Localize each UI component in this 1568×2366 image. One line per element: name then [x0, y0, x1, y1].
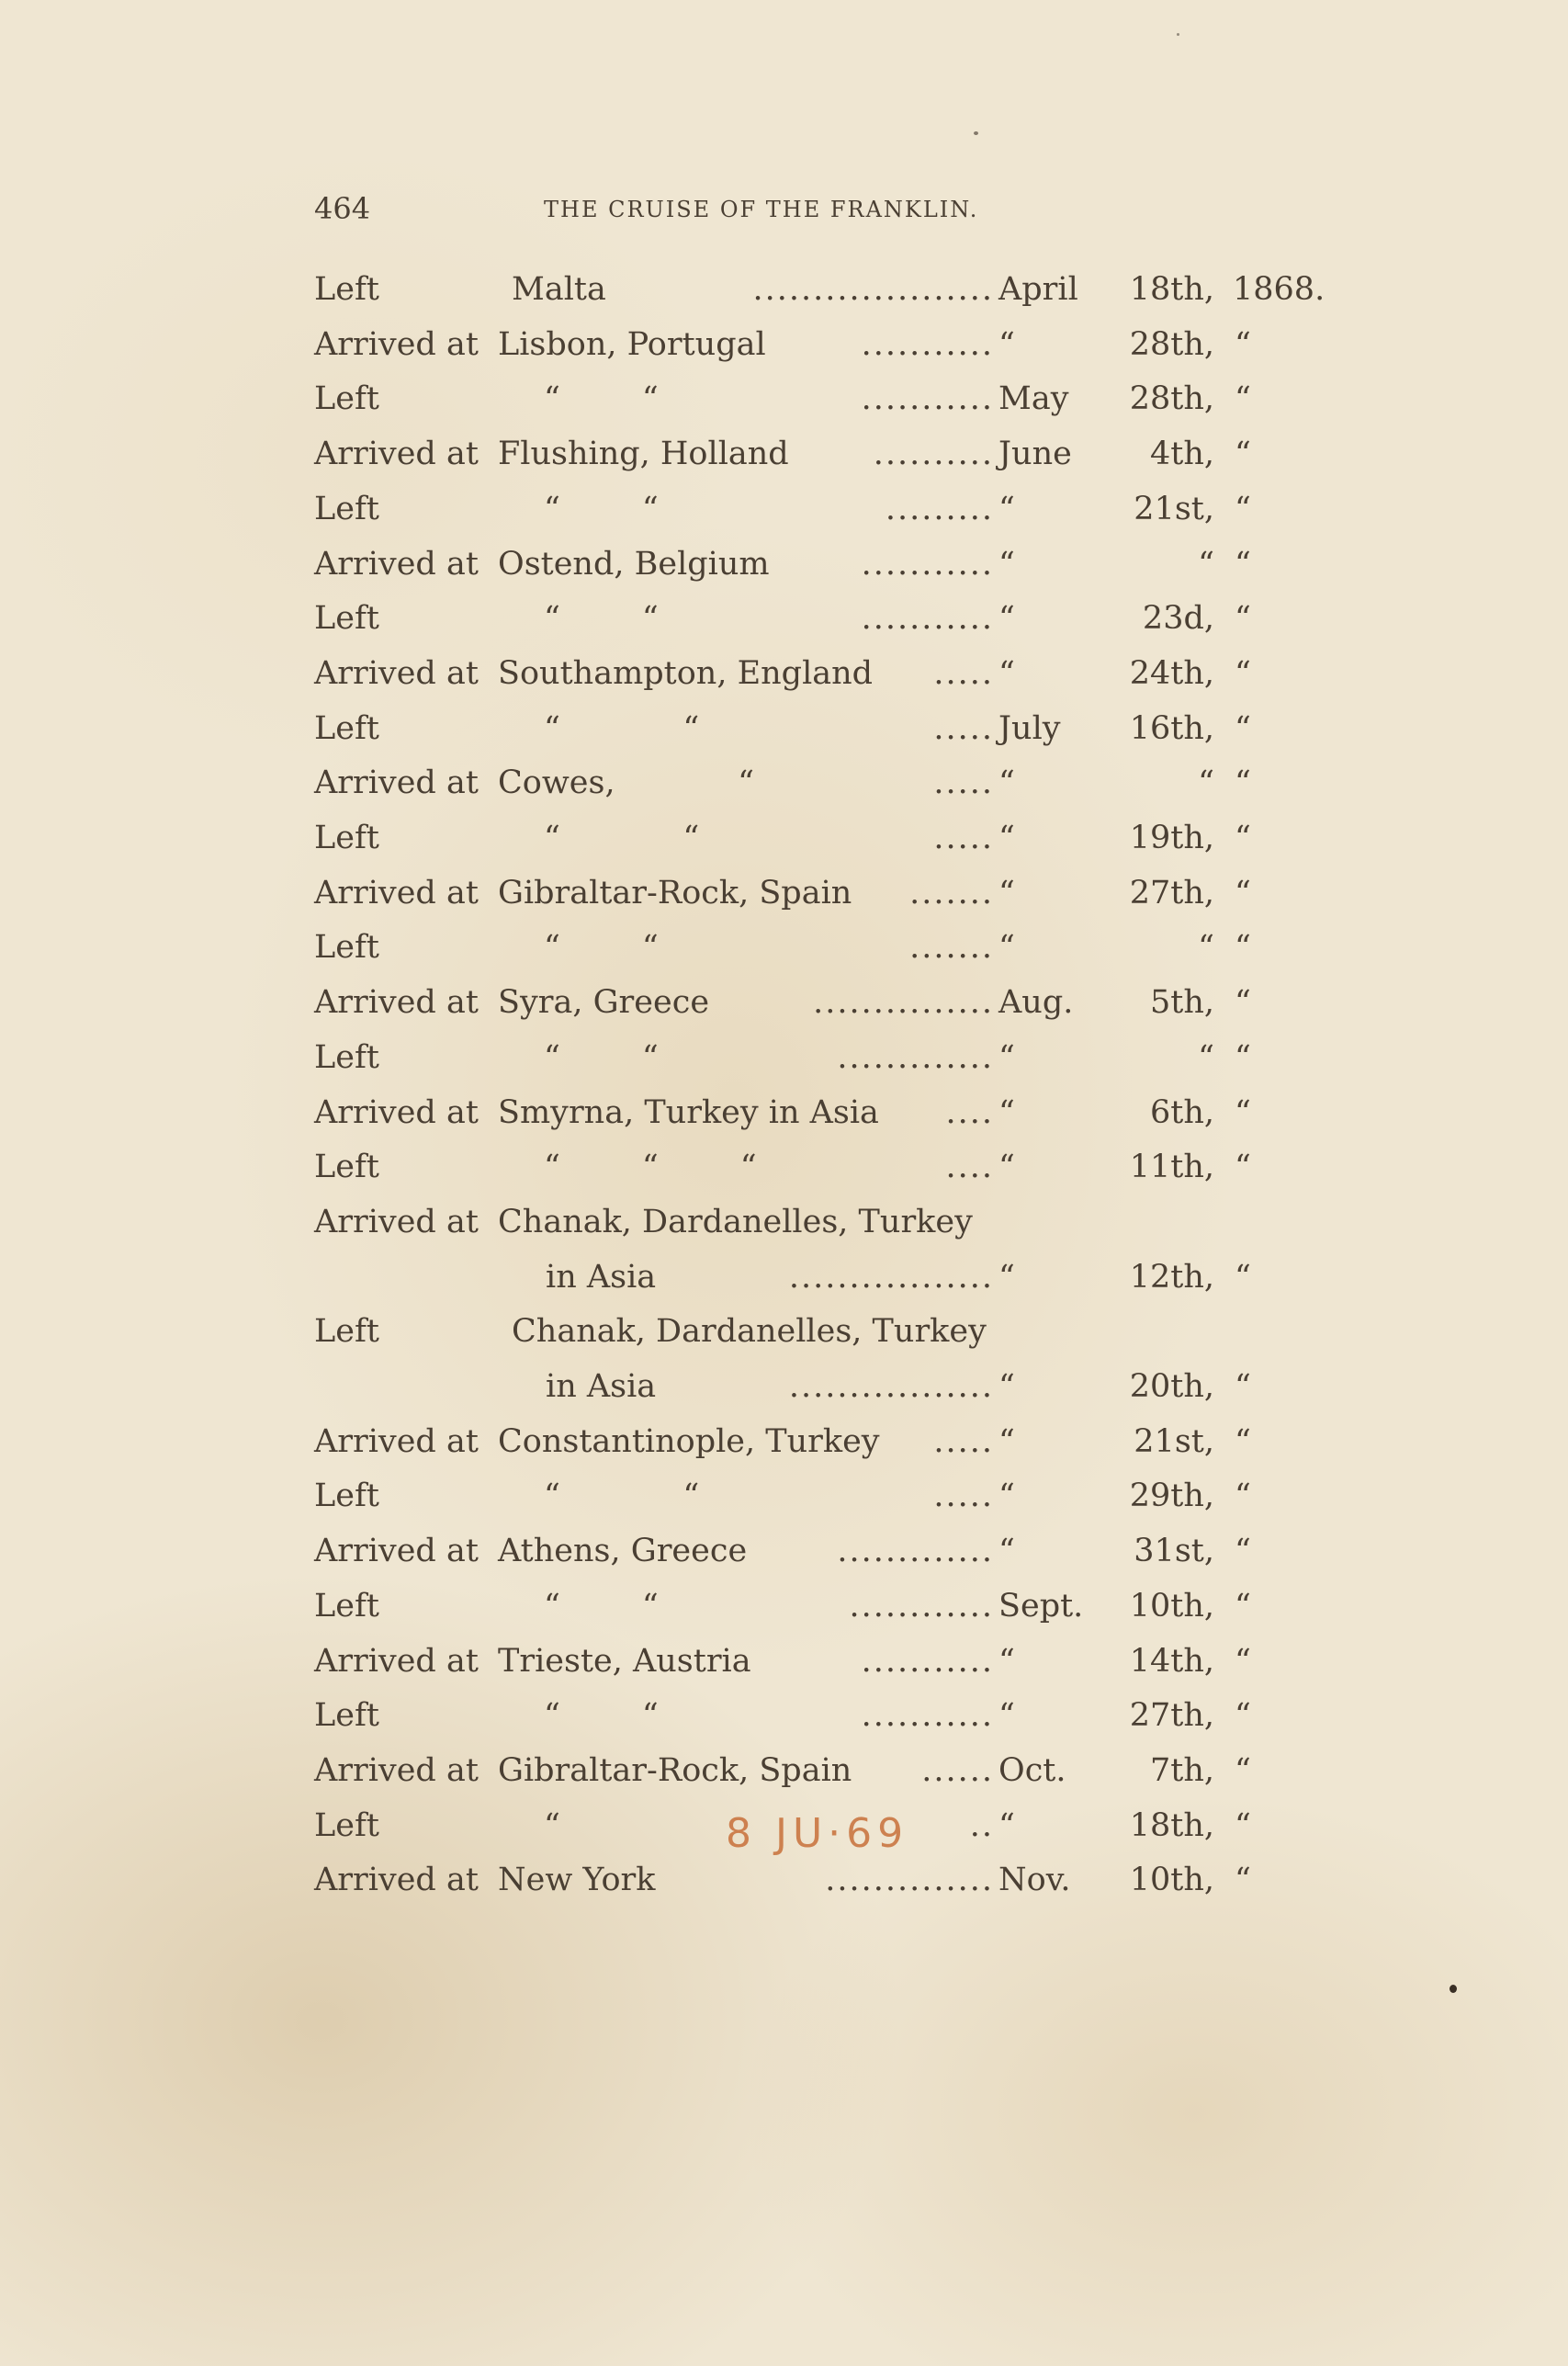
row-day: 18th,: [1129, 1806, 1214, 1844]
row-month: “: [998, 820, 1015, 856]
dot-leader: ...........: [861, 380, 994, 418]
row-day: 11th,: [1129, 1149, 1214, 1186]
row-month: Aug.: [998, 984, 1074, 1022]
row-place: “ “: [544, 600, 659, 638]
itinerary-row: [314, 1748, 1315, 1794]
row-day: 19th,: [1129, 820, 1214, 856]
row-place: Gibraltar-Rock, Spain: [498, 874, 852, 911]
row-day: 29th,: [1129, 1477, 1214, 1515]
row-day: 10th,: [1129, 1862, 1214, 1899]
dot-leader: ...........: [861, 1697, 994, 1735]
row-month: “: [998, 1149, 1015, 1186]
row-action: Arrived at: [314, 874, 479, 911]
row-action: Left: [314, 1806, 379, 1844]
itinerary-row: [314, 760, 1315, 806]
row-place: Smyrna, Turkey in Asia: [498, 1093, 879, 1131]
row-month: “: [998, 1093, 1015, 1131]
row-month: “: [998, 1422, 1015, 1460]
itinerary-row: [314, 376, 1315, 422]
row-place: “ “: [544, 709, 700, 747]
row-place: “ “: [544, 380, 659, 418]
row-place: Chanak, Dardanelles, Turkey: [498, 1203, 973, 1240]
row-action: Left: [314, 380, 379, 418]
row-year: “: [1235, 490, 1251, 527]
row-day: 27th,: [1129, 1697, 1214, 1735]
row-year: “: [1235, 1093, 1251, 1131]
row-place: Malta: [512, 271, 606, 308]
dot-leader: ...........: [861, 1642, 994, 1680]
row-place: Chanak, Dardanelles, Turkey: [512, 1313, 987, 1351]
dot-leader: ...........: [861, 600, 994, 638]
row-place: Syra, Greece: [498, 984, 710, 1022]
row-place: Flushing, Holland: [498, 436, 789, 473]
dot-leader: ....: [945, 1149, 994, 1186]
row-year: “: [1235, 820, 1251, 856]
page-header: [314, 191, 1288, 237]
row-year: “: [1235, 380, 1251, 418]
paper-speck: [1177, 33, 1179, 36]
row-month: “: [998, 1697, 1015, 1735]
itinerary-row: [314, 1528, 1315, 1574]
row-month: April: [998, 271, 1078, 308]
row-day: 23d,: [1142, 600, 1214, 638]
row-year: “: [1235, 1587, 1251, 1625]
row-day: 12th,: [1129, 1258, 1214, 1296]
row-month: July: [998, 709, 1061, 747]
dot-leader: .......: [909, 929, 994, 967]
row-place: “ “: [544, 1697, 659, 1735]
dot-leader: .....: [933, 709, 994, 747]
row-day: “: [1198, 929, 1214, 967]
dot-leader: .....: [933, 1422, 994, 1460]
itinerary-row: [314, 651, 1315, 696]
itinerary-row: [314, 870, 1315, 916]
row-year: “: [1235, 984, 1251, 1022]
row-action: Left: [314, 1477, 379, 1515]
row-day: 10th,: [1129, 1587, 1214, 1625]
itinerary-row: [314, 924, 1315, 970]
dot-leader: .................: [788, 1368, 994, 1405]
row-year: “: [1235, 1149, 1251, 1186]
row-day: 24th,: [1129, 654, 1214, 692]
row-place: Southampton, England: [498, 654, 874, 692]
page-number: 464: [314, 191, 371, 226]
dot-leader: ..: [969, 1806, 994, 1844]
row-year: “: [1235, 436, 1251, 473]
dot-leader: .........: [885, 490, 994, 527]
row-action: Arrived at: [314, 654, 479, 692]
row-day: 6th,: [1150, 1093, 1214, 1131]
row-day: 20th,: [1129, 1368, 1214, 1405]
row-place: Gibraltar-Rock, Spain: [498, 1751, 852, 1789]
dot-leader: ..........: [873, 436, 994, 473]
row-action: Arrived at: [314, 1533, 479, 1570]
row-action: Left: [314, 1313, 379, 1351]
dot-leader: .....: [933, 820, 994, 856]
row-month: Nov.: [998, 1862, 1071, 1899]
row-year: “: [1235, 600, 1251, 638]
itinerary-row: [314, 431, 1315, 477]
row-month: “: [998, 1477, 1015, 1515]
dot-leader: ....................: [752, 271, 994, 308]
row-place: Lisbon, Portugal: [498, 325, 766, 363]
itinerary-row: [314, 1692, 1315, 1738]
running-title: THE CRUISE OF THE FRANKLIN.: [544, 197, 979, 222]
row-place: “ “: [544, 490, 659, 527]
row-month: “: [998, 654, 1015, 692]
row-action: Arrived at: [314, 764, 479, 802]
itinerary-row: [314, 541, 1315, 587]
row-action: Arrived at: [314, 1093, 479, 1131]
itinerary-row: [314, 1144, 1315, 1190]
row-day: 7th,: [1150, 1751, 1214, 1789]
row-action: Arrived at: [314, 436, 479, 473]
row-day: 28th,: [1129, 325, 1214, 363]
row-place: Athens, Greece: [498, 1533, 748, 1570]
row-action: Left: [314, 709, 379, 747]
row-year: “: [1235, 654, 1251, 692]
row-month: May: [998, 380, 1069, 418]
row-place: New York: [498, 1862, 656, 1899]
itinerary-row: [314, 979, 1315, 1025]
row-place: “ “: [544, 929, 659, 967]
row-year: “: [1235, 709, 1251, 747]
row-month: “: [998, 929, 1015, 967]
row-month: “: [998, 1642, 1015, 1680]
row-place: “ “ “: [544, 1149, 757, 1186]
itinerary-row: [314, 1364, 1315, 1409]
itinerary-row: [314, 1254, 1315, 1300]
row-action: Arrived at: [314, 1862, 479, 1899]
row-place: Cowes, “: [498, 764, 755, 802]
row-place: “ “: [544, 1587, 659, 1625]
itinerary-row: [314, 266, 1325, 312]
row-place: in Asia: [546, 1368, 657, 1405]
row-month: “: [998, 1258, 1015, 1296]
row-year: “: [1235, 1477, 1251, 1515]
row-action: Left: [314, 820, 379, 856]
row-year: “: [1235, 1751, 1251, 1789]
row-place: Ostend, Belgium: [498, 545, 770, 583]
dot-leader: ...........: [861, 545, 994, 583]
row-action: Left: [314, 600, 379, 638]
itinerary-row: [314, 1035, 1315, 1081]
dot-leader: .....: [933, 764, 994, 802]
row-day: 31st,: [1134, 1533, 1214, 1570]
row-day: 27th,: [1129, 874, 1214, 911]
row-year: “: [1235, 929, 1251, 967]
row-month: “: [998, 1368, 1015, 1405]
date-stamp: 8 JU·69: [726, 1810, 909, 1857]
row-month: “: [998, 1533, 1015, 1570]
itinerary-row: [314, 1199, 1315, 1245]
paper-speck: [974, 131, 978, 135]
row-action: Arrived at: [314, 545, 479, 583]
itinerary-row: [314, 1308, 1315, 1354]
itinerary-row: [314, 1090, 1315, 1136]
row-action: Left: [314, 271, 379, 308]
row-action: Arrived at: [314, 1422, 479, 1460]
row-place: Constantinople, Turkey: [498, 1422, 880, 1460]
row-year: “: [1235, 1368, 1251, 1405]
row-month: “: [998, 874, 1015, 911]
row-action: Arrived at: [314, 1203, 479, 1240]
dot-leader: ....: [945, 1093, 994, 1131]
itinerary-row: [314, 1638, 1315, 1684]
dot-leader: .............: [837, 1038, 994, 1076]
row-action: Arrived at: [314, 1751, 479, 1789]
row-action: Left: [314, 929, 379, 967]
row-day: 18th,: [1129, 271, 1214, 308]
dot-leader: ...............: [813, 984, 994, 1022]
row-month: Oct.: [998, 1751, 1066, 1789]
row-day: “: [1198, 545, 1214, 583]
row-place: “ “: [544, 820, 700, 856]
row-year: “: [1235, 1422, 1251, 1460]
row-year: “: [1235, 1533, 1251, 1570]
itinerary-row: [314, 595, 1315, 641]
row-month: “: [998, 545, 1015, 583]
dot-leader: .....: [933, 654, 994, 692]
row-place: “: [544, 1806, 560, 1844]
row-action: Arrived at: [314, 1642, 479, 1680]
row-action: Left: [314, 1587, 379, 1625]
dot-leader: .......: [909, 874, 994, 911]
dot-leader: .............: [837, 1533, 994, 1570]
row-action: Arrived at: [314, 984, 479, 1022]
row-year: “: [1235, 1862, 1251, 1899]
row-year: “: [1235, 1038, 1251, 1076]
row-year: “: [1235, 545, 1251, 583]
itinerary-row: [314, 322, 1315, 368]
row-action: Arrived at: [314, 325, 479, 363]
itinerary-row: [314, 706, 1315, 752]
row-action: Left: [314, 490, 379, 527]
row-day: “: [1198, 764, 1214, 802]
row-place: in Asia: [546, 1258, 657, 1296]
dot-leader: ............: [849, 1587, 994, 1625]
dot-leader: .................: [788, 1258, 994, 1296]
itinerary-row: [314, 1473, 1315, 1519]
row-month: June: [998, 436, 1072, 473]
row-action: Left: [314, 1038, 379, 1076]
row-day: 16th,: [1129, 709, 1214, 747]
itinerary-row: [314, 815, 1315, 861]
row-month: “: [998, 764, 1015, 802]
dot-leader: .....: [933, 1477, 994, 1515]
itinerary-row: [314, 1583, 1315, 1629]
row-day: 14th,: [1129, 1642, 1214, 1680]
row-year: “: [1235, 1806, 1251, 1844]
row-action: Left: [314, 1697, 379, 1735]
row-action: Left: [314, 1149, 379, 1186]
row-place: “ “: [544, 1477, 700, 1515]
row-month: “: [998, 1038, 1015, 1076]
row-place: Trieste, Austria: [498, 1642, 751, 1680]
row-day: 28th,: [1129, 380, 1214, 418]
dot-leader: ......: [921, 1751, 994, 1789]
row-day: “: [1198, 1038, 1214, 1076]
row-year: “: [1235, 764, 1251, 802]
row-year: 1868.: [1233, 271, 1325, 308]
paper-speck: [1450, 1985, 1457, 1993]
row-year: “: [1235, 325, 1251, 363]
row-month: “: [998, 600, 1015, 638]
itinerary-row: [314, 1419, 1315, 1465]
row-year: “: [1235, 874, 1251, 911]
row-year: “: [1235, 1697, 1251, 1735]
row-place: “ “: [544, 1038, 659, 1076]
row-day: 21st,: [1134, 490, 1214, 527]
row-day: 5th,: [1150, 984, 1214, 1022]
row-month: “: [998, 490, 1015, 527]
row-month: “: [998, 1806, 1015, 1844]
row-day: 21st,: [1134, 1422, 1214, 1460]
row-month: Sept.: [998, 1587, 1084, 1625]
row-month: “: [998, 325, 1015, 363]
itinerary-row: [314, 1857, 1315, 1903]
row-day: 4th,: [1150, 436, 1214, 473]
dot-leader: ...........: [861, 325, 994, 363]
row-year: “: [1235, 1642, 1251, 1680]
row-year: “: [1235, 1258, 1251, 1296]
itinerary-row: [314, 486, 1315, 532]
dot-leader: ..............: [825, 1862, 994, 1899]
